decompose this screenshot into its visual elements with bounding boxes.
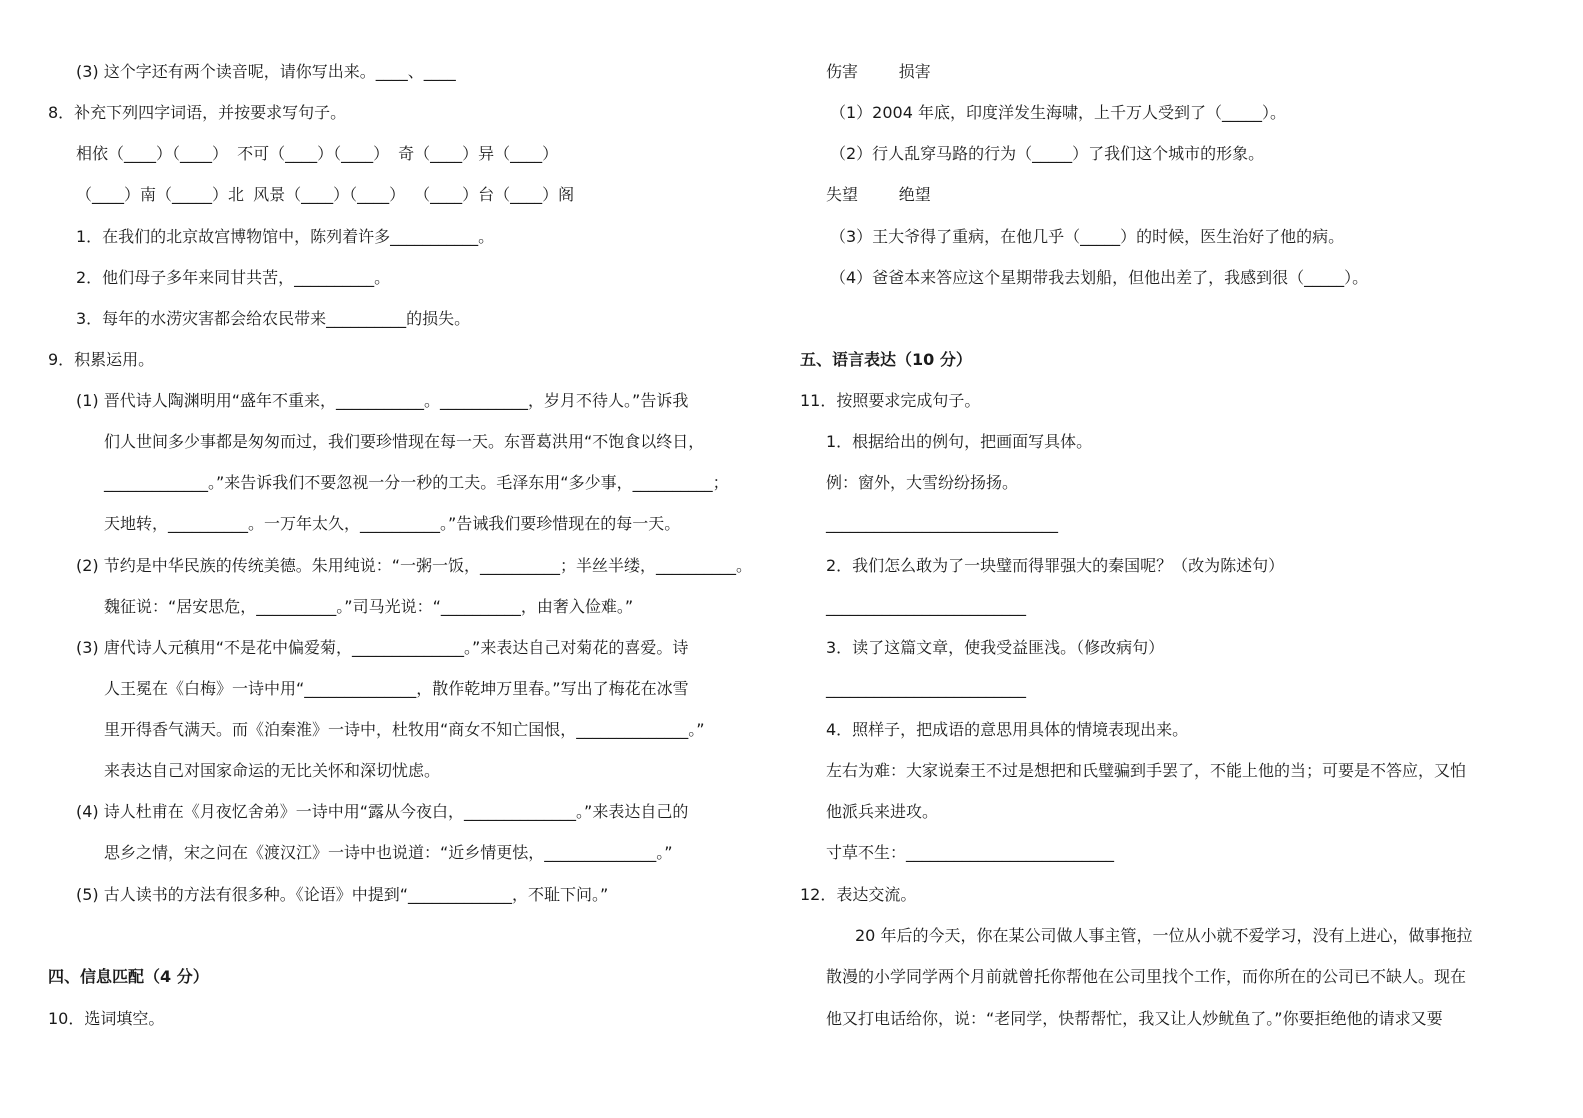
- q10-sentence-4: （4）爸爸本来答应这个星期带我去划船，但他出差了，我感到很（_____）。: [830, 268, 1369, 287]
- q8-title: 8．补充下列四字词语，并按要求写句子。: [48, 103, 347, 122]
- q9-title: 9．积累运用。: [48, 350, 155, 369]
- q9-part4-line1: (4) 诗人杜甫在《月夜忆舍弟》一诗中用“露从今夜白，______________。”来表达自己的: [76, 802, 689, 821]
- section-four-heading: 四、信息匹配（4 分）: [48, 967, 209, 986]
- q11-part3-answer-blank: _________________________: [826, 679, 1026, 698]
- q10-sentence-1: （1）2004 年底，印度洋发生海啸，上千万人受到了（_____）。: [830, 103, 1286, 122]
- q8-sentence-1: 1．在我们的北京故宫博物馆中，陈列着许多___________。: [76, 227, 495, 246]
- q11-part4-example-line2: 他派兵来进攻。: [826, 802, 939, 821]
- q9-part5-line1: (5) 古人读书的方法有很多种。《论语》中提到“_____________，不耻下问。”: [76, 885, 609, 904]
- q11-title: 11．按照要求完成句子。: [800, 391, 981, 410]
- q10-title: 10．选词填空。: [48, 1009, 165, 1028]
- word-choice-pair-2: 失望 绝望: [826, 185, 931, 204]
- q7-sub3: (3) 这个字还有两个读音呢，请你写出来。____、____: [76, 62, 456, 81]
- q12-passage-line1: 20 年后的今天，你在某公司做人事主管，一位从小就不爱学习，没有上进心，做事拖拉: [855, 926, 1473, 945]
- q9-part1-line4: 天地转，__________。一万年太久，__________。”告诫我们要珍惜现在的每一天。: [104, 514, 681, 533]
- q8-sentence-3: 3．每年的水涝灾害都会给农民带来__________的损失。: [76, 309, 471, 328]
- q9-part3-line4: 来表达自己对国家命运的无比关怀和深切忧虑。: [104, 761, 441, 780]
- q11-part2-answer-blank: _________________________: [826, 597, 1026, 616]
- q11-part4-answer: 寸草不生：__________________________: [826, 843, 1115, 862]
- q9-part2-line1: (2) 节约是中华民族的传统美德。朱用纯说：“一粥一饭，__________；半丝半缕，__________。: [76, 556, 753, 575]
- q11-part3-prompt: 3．读了这篇文章，使我受益匪浅。（修改病句）: [826, 638, 1165, 657]
- q11-part2-prompt: 2．我们怎么敢为了一块璧而得罪强大的秦国呢？（改为陈述句）: [826, 556, 1285, 575]
- q10-sentence-3: （3）王大爷得了重病，在他几乎（_____）的时候，医生治好了他的病。: [830, 227, 1345, 246]
- q9-part3-line2: 人王冕在《白梅》一诗中用“______________，散作乾坤万里春。”写出了梅花在冰雪: [104, 679, 689, 698]
- q9-part2-line2: 魏征说：“居安思危，__________。”司马光说：“__________，由奢入俭难。”: [104, 597, 634, 616]
- word-choice-pair-1: 伤害 损害: [826, 62, 931, 81]
- q8-idioms-row2: （____）南（_____）北 风景（____）（____） （____）台（____）阁: [76, 185, 575, 204]
- q11-part1-prompt: 1．根据给出的例句，把画面写具体。: [826, 432, 1093, 451]
- q8-sentence-2: 2．他们母子多年来同甘共苦，__________。: [76, 268, 391, 287]
- q9-part4-line2: 思乡之情，宋之问在《渡汉江》一诗中也说道：“近乡情更怯，______________。”: [104, 843, 673, 862]
- q12-passage-line2: 散漫的小学同学两个月前就曾托你帮他在公司里找个工作，而你所在的公司已不缺人。现在: [826, 967, 1467, 986]
- section-five-heading: 五、语言表达（10 分）: [800, 350, 972, 369]
- q8-idioms-row1: 相依（____）（____） 不可（____）（____） 奇（____）异（____）: [76, 144, 559, 163]
- q11-part1-example: 例：窗外，大雪纷纷扬扬。: [826, 473, 1019, 492]
- q9-part1-line1: (1) 晋代诗人陶渊明用“盛年不重来，___________。___________，岁月不待人。”告诉我: [76, 391, 689, 410]
- q9-part3-line1: (3) 唐代诗人元稹用“不是花中偏爱菊，______________。”来表达自己对菊花的喜爱。诗: [76, 638, 689, 657]
- q10-sentence-2: （2）行人乱穿马路的行为（_____）了我们这个城市的形象。: [830, 144, 1265, 163]
- q9-part1-line3: _____________。”来告诉我们不要忽视一分一秒的工夫。毛泽东用“多少事，__________；: [104, 473, 729, 492]
- q11-part1-answer-blank: _____________________________: [826, 514, 1058, 533]
- q9-part1-line2: 们人世间多少事都是匆匆而过，我们要珍惜现在每一天。东晋葛洪用“不饱食以终日，: [104, 432, 705, 451]
- q9-part3-line3: 里开得香气满天。而《泊秦淮》一诗中，杜牧用“商女不知亡国恨，______________。”: [104, 720, 705, 739]
- q12-passage-line3: 他又打电话给你，说：“老同学，快帮帮忙，我又让人炒鱿鱼了。”你要拒绝他的请求又要: [826, 1009, 1443, 1028]
- q11-part4-example-line1: 左右为难：大家说秦王不过是想把和氏璧骗到手罢了，不能上他的当；可要是不答应，又怕: [826, 761, 1467, 780]
- q11-part4-prompt: 4．照样子，把成语的意思用具体的情境表现出来。: [826, 720, 1189, 739]
- q12-title: 12．表达交流。: [800, 885, 917, 904]
